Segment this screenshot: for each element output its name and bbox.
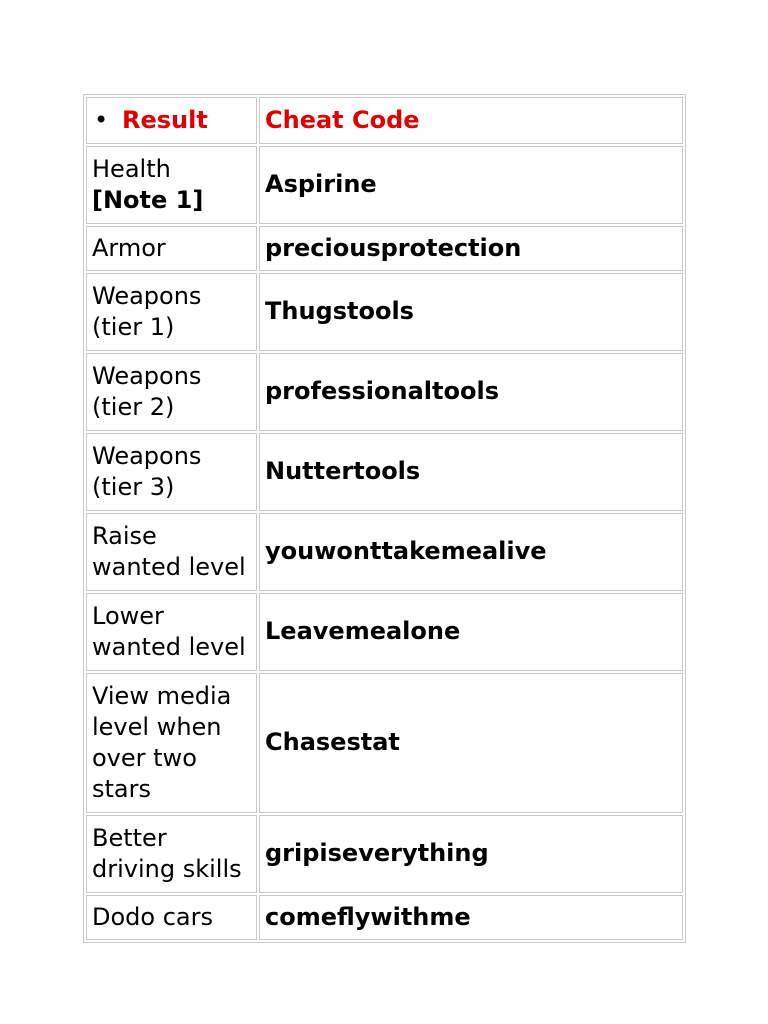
table-row [86, 226, 683, 271]
cheat-code-cell: youwonttakemealive [259, 513, 683, 591]
table-row [86, 146, 683, 224]
table-row [86, 353, 683, 431]
result-cell: Weapons (tier 1) [86, 273, 257, 351]
cheat-code-cell: Chasestat [259, 673, 683, 813]
cheat-code-cell: Thugstools [259, 273, 683, 351]
result-cell [86, 146, 257, 224]
result-column-header [86, 97, 257, 144]
table-row [86, 273, 683, 351]
table-row [86, 673, 683, 813]
result-cell: Better driving skills [86, 815, 257, 893]
cheat-code-cell: Aspirine [259, 146, 683, 224]
cheat-code-cell: gripiseverything [259, 815, 683, 893]
result-cell: Armor [86, 226, 257, 271]
table-row [86, 513, 683, 591]
cheat-code-cell: professionaltools [259, 353, 683, 431]
result-cell: Weapons (tier 3) [86, 433, 257, 511]
result-label: Health [92, 154, 171, 183]
result-cell: Raise wanted level [86, 513, 257, 591]
cheat-code-cell: preciousprotection [259, 226, 683, 271]
table-row [86, 433, 683, 511]
cheat-code-cell: Nuttertools [259, 433, 683, 511]
result-cell: Lower wanted level [86, 593, 257, 671]
table-row [86, 895, 683, 940]
cheat-code-table [83, 94, 686, 943]
cheat-code-column-header: Cheat Code [259, 97, 683, 144]
table-row [86, 593, 683, 671]
bullet-icon: • [94, 105, 109, 134]
note-reference: [Note 1] [92, 185, 204, 214]
cheat-code-cell: Leavemealone [259, 593, 683, 671]
result-header-label: Result [122, 105, 208, 134]
table-row [86, 815, 683, 893]
result-cell: Weapons (tier 2) [86, 353, 257, 431]
cheat-code-cell: comeflywithme [259, 895, 683, 940]
result-cell: View media level when over two stars [86, 673, 257, 813]
result-cell: Dodo cars [86, 895, 257, 940]
table-header-row [86, 97, 683, 144]
